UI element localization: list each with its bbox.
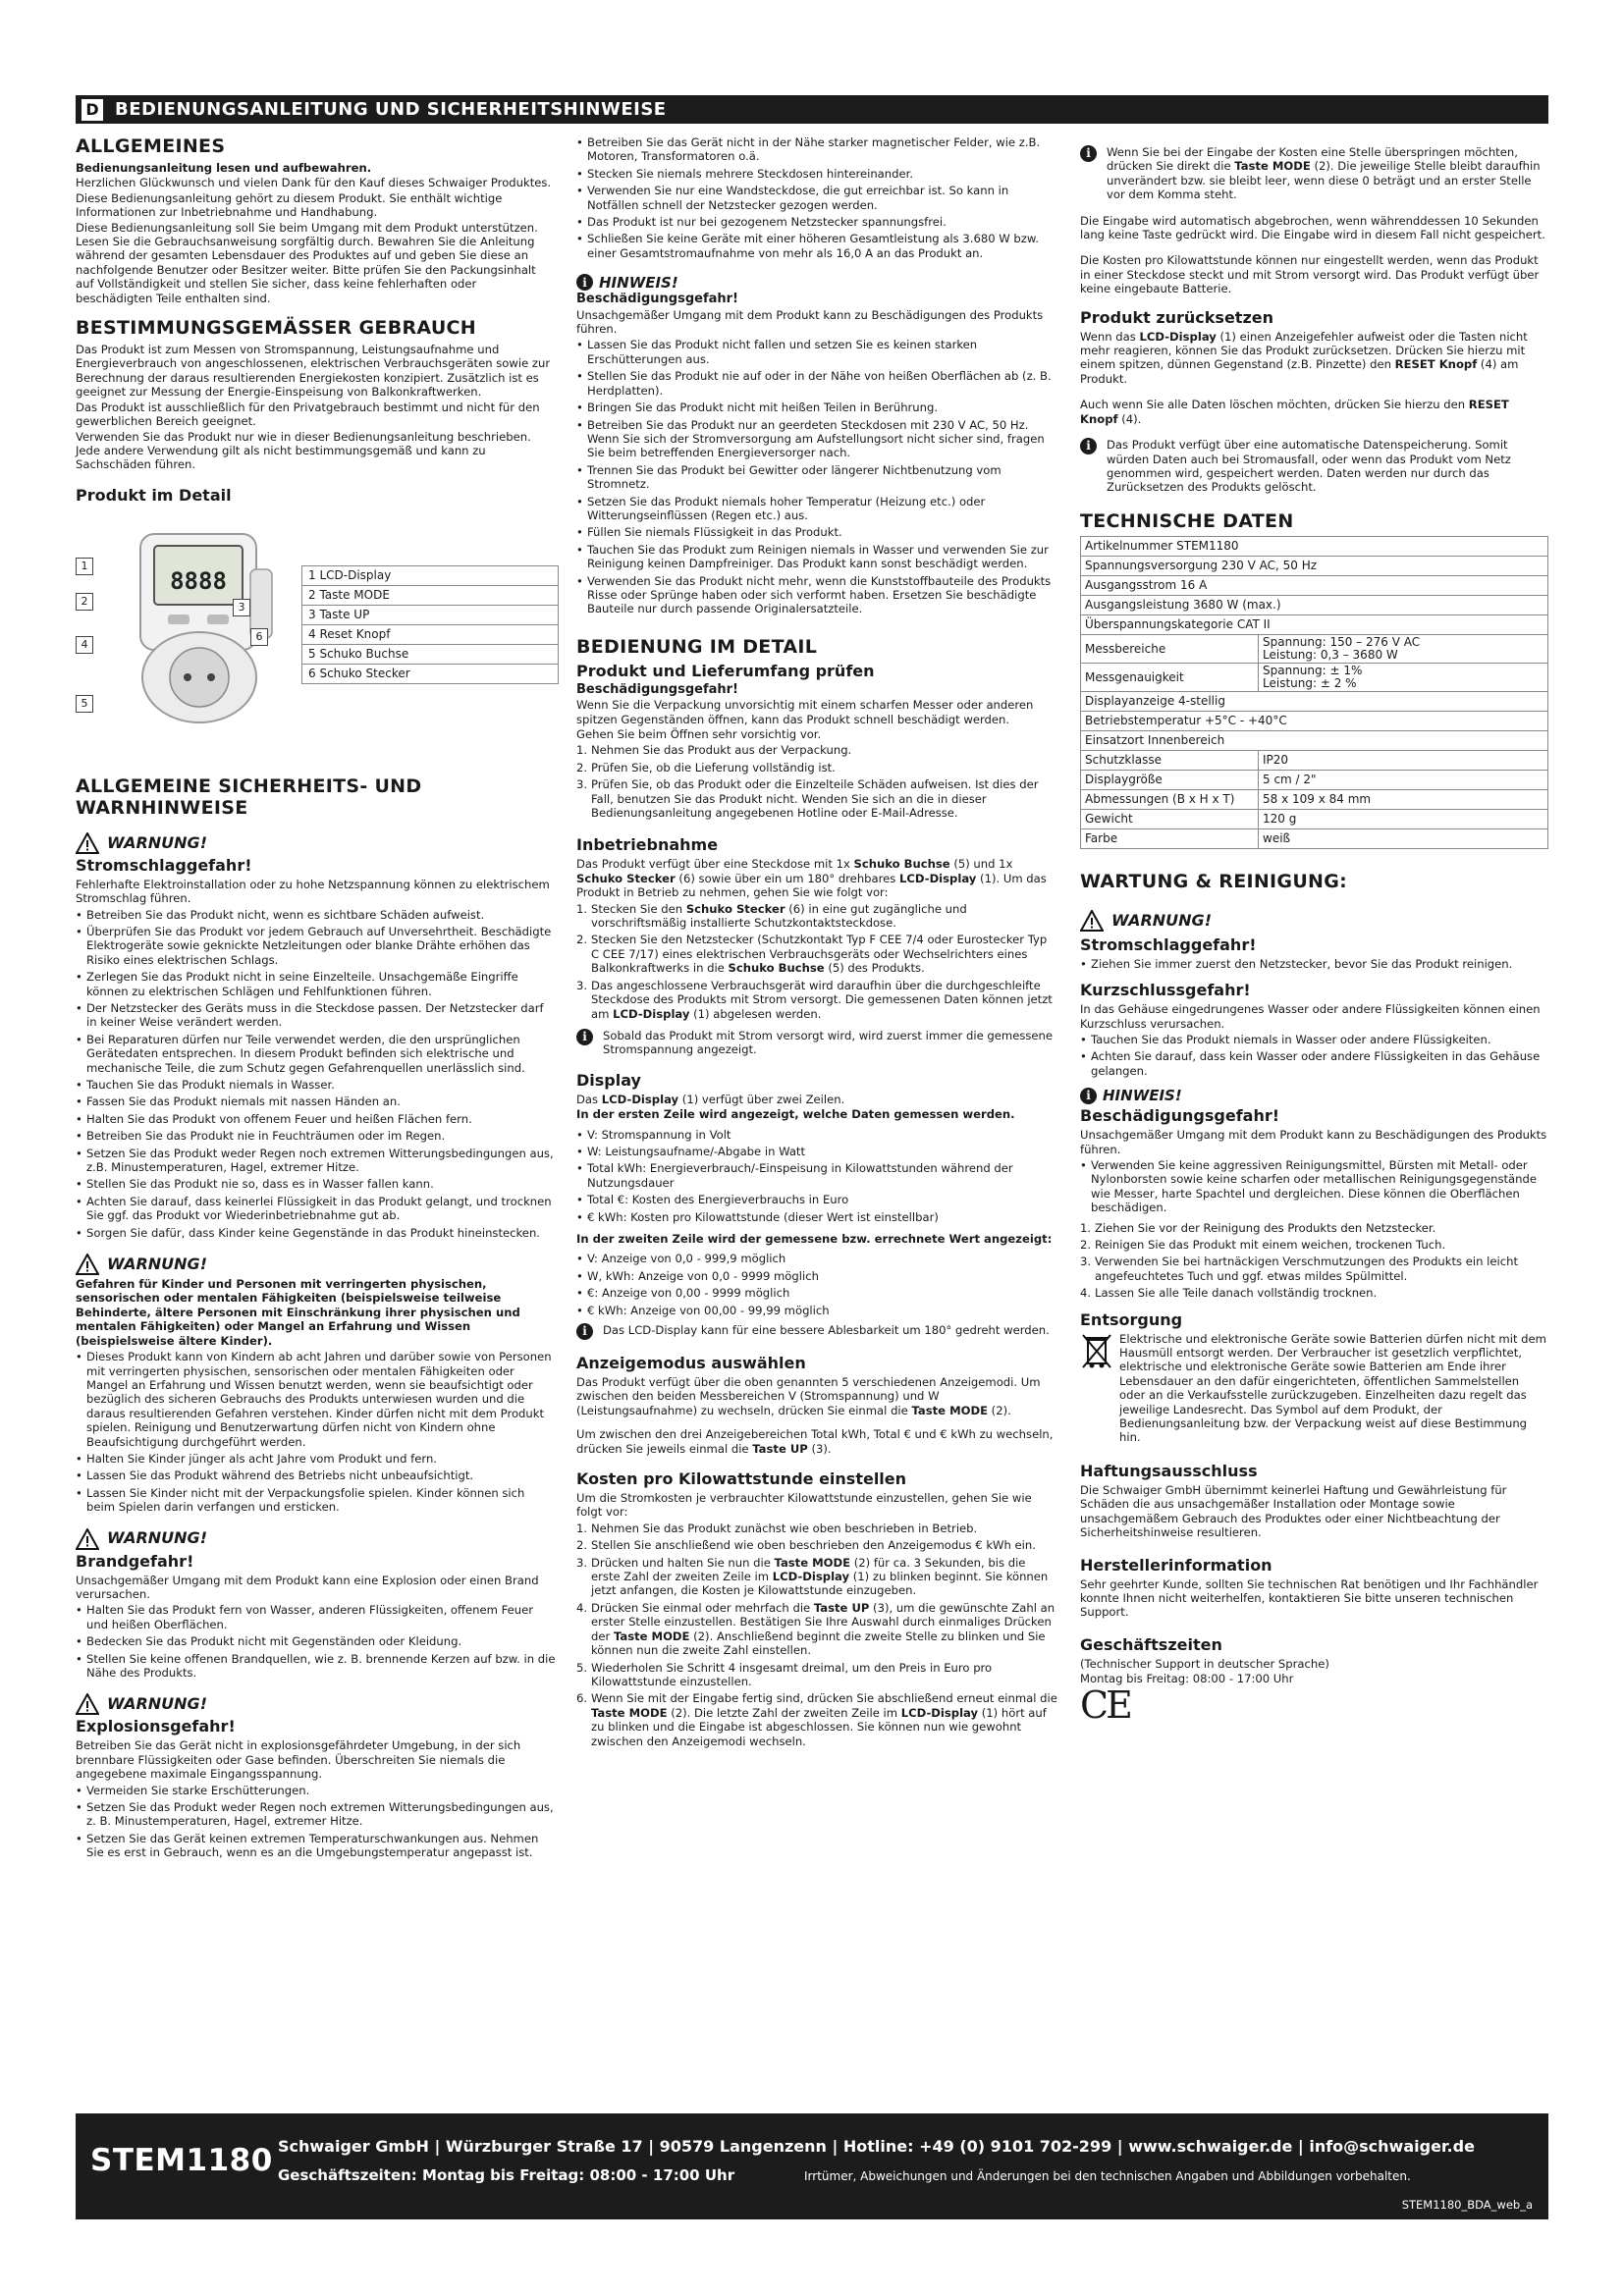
- tech-cell: Ausgangsstrom 16 A: [1081, 575, 1548, 595]
- list-item: • Verwenden Sie nur eine Wandsteckdose, die gut erreichbar ist. So kann in Notfällen schnell der Netzstecker gezogen werden.: [576, 184, 1057, 212]
- tech-row: [1081, 711, 1548, 730]
- geschaeftszeiten-text-2: Montag bis Freitag: 08:00 - 17:00 Uhr: [1080, 1672, 1294, 1686]
- list-item: 6. Wenn Sie mit der Eingabe fertig sind, drücken Sie abschließend erneut einmal die Taste MODE (2). Die letzte Zahl der zweiten Zeile im LCD-Display (1) hört auf zu blinken und die Eingabe ist abgeschlossen. Sie können nun wie gewohnt zwischen den Anzeigemodi wechseln.: [576, 1691, 1057, 1748]
- info-icon: i: [576, 1029, 593, 1045]
- wartung-stromschlag-title: Stromschlaggefahr!: [1080, 934, 1257, 954]
- warning-icon: [1080, 910, 1104, 932]
- entsorgung-title: Entsorgung: [1080, 1309, 1183, 1329]
- list-item: • Halten Sie das Produkt von offenem Feuer und heißen Flächen fern.: [76, 1112, 557, 1126]
- list-item: • Überprüfen Sie das Produkt vor jedem Gebrauch auf Unversehrtheit. Beschädigte Elektrogeräte sowie geknickte Netzleitungen oder blanke Drähte erhöhen das Risiko eines elektrischen Schlags.: [76, 925, 557, 967]
- list-item: • Lassen Sie das Produkt während des Betriebs nicht unbeaufsichtigt.: [76, 1468, 557, 1482]
- list-item: • Verwenden Sie keine aggressiven Reinigungsmittel, Bürsten mit Metall- oder Nylonborsten sowie keine scharfen oder metallischen Reinigungsgegenstände wie Messer, harte Spachtel und dergleichen. Diese können die Oberflächen beschädigen.: [1080, 1158, 1548, 1215]
- tech-label: Messbereiche: [1081, 634, 1259, 663]
- display-title: Display: [576, 1070, 641, 1090]
- column-2: [576, 135, 1057, 1754]
- list-item: • Stellen Sie das Produkt nie auf oder in der Nähe von heißen Oberflächen ab (z. B. Herdplatten).: [576, 369, 1057, 398]
- list-item: • Fassen Sie das Produkt niemals mit nassen Händen an.: [76, 1095, 557, 1108]
- list-item: • Setzen Sie das Produkt weder Regen noch extremen Witterungsbedingungen aus, z.B. Minustemperaturen, Hagel, extremer Hitze.: [76, 1147, 557, 1175]
- list-item: • Total €: Kosten des Energieverbrauchs in Euro: [576, 1193, 1057, 1206]
- inbetriebnahme-note: i Sobald das Produkt mit Strom versorgt wird, wird zuerst immer die gemessene Stromspannung angezeigt.: [576, 1029, 1057, 1057]
- kosten-skip-note: i Wenn Sie bei der Eingabe der Kosten eine Stelle überspringen möchten, drücken Sie direkt die Taste MODE (2). Die jeweilige Stelle bleibt daraufhin unverändert bzw. sie bleibt leer, wenn diese 0 beträgt und an erster Stelle vor dem Komma steht.: [1080, 145, 1548, 202]
- list-item: • Verwenden Sie das Produkt nicht mehr, wenn die Kunststoffbauteile des Produkts Risse oder Sprünge haben oder sich verformt haben. Ersetzen Sie beschädigte Bauteile nur durch passende Originalersatzteile.: [576, 574, 1057, 616]
- warning-heading: WARNUNG!: [76, 1693, 557, 1715]
- list-item: • Setzen Sie das Gerät keinen extremen Temperaturschwankungen aus. Nehmen Sie es erst in Gebrauch, wenn es an die Umgebungstemperatur angepasst ist.: [76, 1832, 557, 1860]
- tech-row: [1081, 828, 1548, 848]
- list-item: • W, kWh: Anzeige von 0,0 - 9999 möglich: [576, 1269, 1057, 1283]
- tech-label: Schutzklasse: [1081, 750, 1259, 770]
- list-item: 2. Reinigen Sie das Produkt mit einem weichen, trockenen Tuch.: [1080, 1238, 1446, 1252]
- bestimmung-text-1: Das Produkt ist zum Messen von Stromspannung, Leistungsaufnahme und Energieverbrauch von angeschlossenen, elektrischen Verbrauchsgeräten sowie zur Berechnung der daraus resultierenden Energiekosten konzipiert. Zusätzlich ist es geeignet zur Messung der Energie-Einspeisung von Balkonkraftwerken.: [76, 343, 551, 400]
- brand-title: Brandgefahr!: [76, 1551, 194, 1571]
- lieferumfang-text: Wenn Sie die Verpackung unvorsichtig mit einem scharfen Messer oder anderen spitzen Gegenständen öffnen, kann das Produkt schnell beschädigt werden.: [576, 698, 1034, 726]
- inbetriebnahme-steps: [576, 902, 1057, 1021]
- explosion-list: [76, 1784, 557, 1860]
- column-3: [1080, 135, 1548, 1727]
- list-item: • Setzen Sie das Produkt weder Regen noch extremen Witterungsbedingungen aus, z. B. Minustemperaturen, Hagel, extremer Hitze.: [76, 1800, 557, 1829]
- list-item: • Ziehen Sie immer zuerst den Netzstecker, bevor Sie das Produkt reinigen.: [1080, 957, 1548, 971]
- tech-label: Displaygröße: [1081, 770, 1259, 789]
- reset-text: Wenn das LCD-Display (1) einen Anzeigefehler aufweist oder die Tasten nicht mehr reagieren, können Sie das Produkt zurücksetzen. Drücken Sie hierzu mit einem spitzen, dünnen Gegenstand (z.B. Pinzette) den RESET Knopf (4) am Produkt.: [1080, 329, 1528, 386]
- lieferumfang-text-2: Gehen Sie beim Öffnen sehr vorsichtig vor.: [576, 727, 822, 741]
- tech-row: [1081, 575, 1548, 595]
- anzeigemodus-title: Anzeigemodus auswählen: [576, 1354, 806, 1372]
- reinigung-steps: [1080, 1221, 1548, 1301]
- list-item: • Sorgen Sie dafür, dass Kinder keine Gegenstände in das Produkt hineinstecken.: [76, 1226, 557, 1240]
- allgemeines-text-1: Herzlichen Glückwunsch und vielen Dank für den Kauf dieses Schwaiger Produktes.: [76, 176, 552, 190]
- list-item: 2. Stecken Sie den Netzstecker (Schutzkontakt Typ F CEE 7/4 oder Eurostecker Typ C CEE 7/17) eines elektrischen Verbrauchsgeräts oder Wechselrichters eines Balkonkraftwerks in die Schuko Buchse (5) des Produkts.: [576, 933, 1048, 976]
- info-icon: i: [1080, 145, 1097, 162]
- list-item: 1. Nehmen Sie das Produkt aus der Verpackung.: [576, 743, 852, 758]
- footer-doc-code: STEM1180_BDA_web_a: [1401, 2198, 1533, 2212]
- lcd-digits: 8888: [170, 566, 227, 595]
- allgemeines-text-3: Diese Bedienungsanleitung soll Sie beim Umgang mit dem Produkt unterstützen. Lesen Sie die Gebrauchsanweisung sorgfältig durch. Bewahren Sie die Anleitung während der gesamten Lebensdauer des Produktes auf und geben Sie diese an nachfolgende Benutzer oder Besitzer weiter. Bitte prüfen Sie den Packungsinhalt auf Vollständigkeit und stellen Sie sicher, dass keine fehlerhaften oder beschädigten Teile enthalten sind.: [76, 220, 538, 305]
- tech-row: [1081, 789, 1548, 809]
- footer-bar: [76, 2113, 1548, 2219]
- kurzschluss-title: Kurzschlussgefahr!: [1080, 981, 1251, 1000]
- tech-row: [1081, 595, 1548, 614]
- part-5: 5 Schuko Buchse: [302, 644, 559, 664]
- list-item: • Betreiben Sie das Produkt nicht, wenn es sichtbare Schäden aufweist.: [76, 908, 557, 922]
- bestimmung-text-2: Das Produkt ist ausschließlich für den Privatgebrauch bestimmt und nicht für den gewerblichen Bereich geeignet.: [76, 400, 540, 429]
- product-figure: [76, 510, 557, 746]
- tech-label: Gewicht: [1081, 809, 1259, 828]
- lieferumfang-steps: [576, 743, 1057, 820]
- list-item: • €: Anzeige von 0,00 - 9999 möglich: [576, 1286, 1057, 1300]
- wartung-beschaedigung-intro: Unsachgemäßer Umgang mit dem Produkt kann zu Beschädigungen des Produkts führen.: [1080, 1128, 1547, 1156]
- tech-value: 5 cm / 2": [1259, 770, 1548, 789]
- tech-row: [1081, 536, 1548, 556]
- list-item: 5. Wiederholen Sie Schritt 4 insgesamt dreimal, um den Preis in Euro pro Kilowattstunde einzustellen.: [576, 1660, 993, 1688]
- produkt-detail-title: Produkt im Detail: [76, 485, 232, 505]
- warning-icon: [76, 1528, 99, 1550]
- kosten-steps: [576, 1522, 1057, 1748]
- list-item: 2. Prüfen Sie, ob die Lieferung vollständig ist.: [576, 760, 836, 774]
- hersteller-title: Herstellerinformation: [1080, 1555, 1272, 1575]
- tech-row: [1081, 809, 1548, 828]
- tech-cell: Displayanzeige 4-stellig: [1081, 691, 1548, 711]
- document-title: BEDIENUNGSANLEITUNG UND SICHERHEITSHINWEISE: [115, 99, 667, 120]
- callout-6: 6: [250, 628, 268, 646]
- list-item: • Bedecken Sie das Produkt nicht mit Gegenständen oder Kleidung.: [76, 1634, 557, 1648]
- list-item: • W: Leistungsaufname/-Abgabe in Watt: [576, 1145, 1057, 1158]
- list-item: 2. Stellen Sie anschließend wie oben beschrieben den Anzeigemodus € kWh ein.: [576, 1538, 1036, 1553]
- kurzschluss-list: [1080, 1033, 1548, 1078]
- geschaeftszeiten-title: Geschäftszeiten: [1080, 1634, 1222, 1654]
- lieferumfang-warning: Beschädigungsgefahr!: [576, 681, 738, 697]
- info-icon: i: [576, 1323, 593, 1340]
- list-item: • Trennen Sie das Produkt bei Gewitter oder längerer Nichtbenutzung vom Stromnetz.: [576, 463, 1057, 492]
- tech-data-body: [1081, 536, 1548, 848]
- explosion-title: Explosionsgefahr!: [76, 1717, 236, 1736]
- list-item: • Setzen Sie das Produkt niemals hoher Temperatur (Heizung etc.) oder Witterungseinflüssen (Regen etc.) aus.: [576, 495, 1057, 523]
- ce-mark-icon: CE: [1080, 1682, 1130, 1727]
- part-1: 1 LCD-Display: [302, 565, 559, 585]
- bestimmung-text-3: Verwenden Sie das Produkt nur wie in dieser Bedienungsanleitung beschrieben. Jede andere Verwendung gilt als nicht bestimmungsgemäß und kann zu Sachschäden führen.: [76, 429, 531, 472]
- display-first-line-list: [576, 1128, 1057, 1224]
- general-list-continued: [576, 135, 1057, 260]
- tech-label: Farbe: [1081, 828, 1259, 848]
- list-item: • Betreiben Sie das Produkt nur an geerdeten Steckdosen mit 230 V AC, 50 Hz. Wenn Sie sich der Stromversorgung am Aufstellungsort nicht sicher sind, fragen Sie beim betreffenden Energieversorger nach.: [576, 418, 1057, 460]
- footer-contact: Schwaiger GmbH | Würzburger Straße 17 | 90579 Langenzenn | Hotline: +49 (0) 9101 702-299 | www.schwaiger.de | info@schwaiger.de: [278, 2137, 1475, 2156]
- section-sicherheit-title: ALLGEMEINE SICHERHEITS- UND WARNHINWEISE: [76, 774, 422, 819]
- tech-cell: Artikelnummer STEM1180: [1081, 536, 1548, 556]
- warning-icon: [76, 1693, 99, 1715]
- title-bar: [76, 95, 1548, 124]
- list-item: • Halten Sie Kinder jünger als acht Jahre vom Produkt und fern.: [76, 1452, 557, 1466]
- warning-heading: WARNUNG!: [76, 1254, 557, 1275]
- list-item: • Tauchen Sie das Produkt niemals in Wasser oder andere Flüssigkeiten.: [1080, 1033, 1548, 1046]
- info-icon: i: [1080, 1088, 1097, 1104]
- tech-cell: Ausgangsleistung 3680 W (max.): [1081, 595, 1548, 614]
- inbetriebnahme-title: Inbetriebnahme: [576, 835, 719, 855]
- tech-row: [1081, 730, 1548, 750]
- tech-row: [1081, 691, 1548, 711]
- tech-value: 120 g: [1259, 809, 1548, 828]
- section-technische-daten-title: TECHNISCHE DATEN: [1080, 509, 1294, 532]
- list-item: 3. Das angeschlossene Verbrauchsgerät wird daraufhin über die durchgeschleifte Steckdose des Produkts mit Strom versorgt. Die gemessenen Daten können jetzt am LCD-Display (1) abgelesen werden.: [576, 978, 1053, 1021]
- list-item: • Das Produkt ist nur bei gezogenem Netzstecker spannungsfrei.: [576, 215, 1057, 229]
- part-6: 6 Schuko Stecker: [302, 664, 559, 683]
- footer-disclaimer: Irrtümer, Abweichungen und Änderungen bei den technischen Angaben und Abbildungen vorbehalten.: [804, 2169, 1411, 2183]
- list-item: 4. Drücken Sie einmal oder mehrfach die Taste UP (3), um die gewünschte Zahl an erster Stelle einzustellen. Bestätigen Sie Ihre Auswahl durch einmaliges Drücken der Taste MODE (2). Anschließend beginnt die zweite Stelle zu blinken und Sie können nun die zweite Zahl einstellen.: [576, 1600, 1056, 1658]
- tech-value: Spannung: 150 – 276 V AC Leistung: 0,3 – 3680 W: [1259, 634, 1548, 663]
- entsorgung-text: Elektrische und elektronische Geräte sowie Batterien dürfen nicht mit dem Hausmüll entsorgt werden. Der Verbraucher ist gesetzlich verpflichtet, elektrische und elektronische Geräte sowie Batterien am Ende ihrer Lebensdauer an den dafür eingerichteten, öffentlichen Sammelstellen oder an die Verkaufsstelle zurückzugeben. Einzelheiten dazu regelt das jeweilige Landesrecht. Das Symbol auf dem Produkt, der Bedienungsanleitung bzw. der Verpackung weist auf diese Bestimmung hin.: [1119, 1331, 1546, 1445]
- language-badge: D: [81, 99, 103, 121]
- tech-value: Spannung: ± 1% Leistung: ± 2 %: [1259, 663, 1548, 691]
- list-item: • Betreiben Sie das Produkt nie in Feuchträumen oder im Regen.: [76, 1129, 557, 1143]
- tech-cell: Einsatzort Innenbereich: [1081, 730, 1548, 750]
- warning-icon: [76, 832, 99, 854]
- anzeigemodus-text-2: Um zwischen den drei Anzeigebereichen Total kWh, Total € und € kWh zu wechseln, drücken Sie jeweils einmal die Taste UP (3).: [576, 1427, 1054, 1456]
- list-item: • Bringen Sie das Produkt nicht mit heißen Teilen in Berührung.: [576, 400, 1057, 414]
- tech-row: [1081, 750, 1548, 770]
- lieferumfang-title: Produkt und Lieferumfang prüfen: [576, 661, 875, 680]
- list-item: • Stecken Sie niemals mehrere Steckdosen hintereinander.: [576, 167, 1057, 181]
- info-icon: i: [576, 274, 593, 291]
- hinweis-heading: i HINWEIS!: [576, 274, 1057, 291]
- abbruch-text: Die Eingabe wird automatisch abgebrochen, wenn währenddessen 10 Sekunden lang keine Taste gedrückt wird. Die Eingabe wird in diesem Fall nicht gespeichert.: [1080, 213, 1545, 242]
- list-item: • Füllen Sie niemals Flüssigkeit in das Produkt.: [576, 525, 1057, 539]
- part-3: 3 Taste UP: [302, 605, 559, 624]
- tech-row: [1081, 556, 1548, 575]
- display-second-line-list: [576, 1252, 1057, 1317]
- wartung-beschaedigung-list: [1080, 1158, 1548, 1215]
- tech-value: 58 x 109 x 84 mm: [1259, 789, 1548, 809]
- hinweis-heading: i HINWEIS!: [1080, 1088, 1548, 1104]
- brand-list: [76, 1603, 557, 1680]
- kinder-list: [76, 1350, 557, 1514]
- part-2: 2 Taste MODE: [302, 585, 559, 605]
- list-item: • V: Anzeige von 0,0 - 999,9 möglich: [576, 1252, 1057, 1265]
- reset-note: i Das Produkt verfügt über eine automatische Datenspeicherung. Somit würden Daten auch bei Stromausfall, oder wenn das Produkt vom Netz genommen wird, gespeichert werden. Daten werden nur durch das Zurücksetzen des Produkts gelöscht.: [1080, 438, 1548, 495]
- display-text: Das LCD-Display (1) verfügt über zwei Zeilen.: [576, 1092, 845, 1106]
- callout-4: 4: [76, 636, 93, 654]
- wartung-beschaedigung-title: Beschädigungsgefahr!: [1080, 1106, 1280, 1126]
- tech-data-table: [1080, 536, 1548, 849]
- warning-heading: WARNUNG!: [76, 1528, 557, 1550]
- allgemeines-subtitle: Bedienungsanleitung lesen und aufbewahren.: [76, 161, 372, 175]
- list-item: • Stellen Sie keine offenen Brandquellen, wie z. B. brennende Kerzen auf bzw. in die Nähe des Produkts.: [76, 1652, 557, 1681]
- list-item: • Lassen Sie Kinder nicht mit der Verpackungsfolie spielen. Kinder können sich beim Spielen darin verfangen und ersticken.: [76, 1486, 557, 1515]
- list-item: • Stellen Sie das Produkt nie so, dass es in Wasser fallen kann.: [76, 1177, 557, 1191]
- list-item: 1. Nehmen Sie das Produkt zunächst wie oben beschrieben in Betrieb.: [576, 1521, 978, 1535]
- stromschlag-list: [76, 908, 557, 1241]
- beschaedigung-list: [576, 338, 1057, 615]
- callout-1: 1: [76, 558, 93, 575]
- stromschlag-intro: Fehlerhafte Elektroinstallation oder zu hohe Netzspannung können zu elektrischem Stromschlag führen.: [76, 877, 550, 906]
- explosion-intro: Betreiben Sie das Gerät nicht in explosionsgefährdeter Umgebung, in der sich brennbare Flüssigkeiten oder Gase befinden. Überschreiten Sie niemals die angegebene maximale Eingangsspannung.: [76, 1738, 521, 1782]
- list-item: • Bei Reparaturen dürfen nur Teile verwendet werden, die den ursprünglichen Gerätedaten entsprechen. In diesem Produkt befinden sich elektrische und mechanische Teile, die zum Schutz gegen Gefahrenquellen unerlässlich sind.: [76, 1033, 557, 1075]
- section-bestimmung-title: BESTIMMUNGSGEMÄSSER GEBRAUCH: [76, 317, 477, 340]
- display-note: i Das LCD-Display kann für eine bessere Ablesbarkeit um 180° gedreht werden.: [576, 1323, 1057, 1340]
- list-item: 1. Ziehen Sie vor der Reinigung des Produkts den Netzstecker.: [1080, 1220, 1436, 1235]
- wartung-stromschlag-list: [1080, 957, 1548, 971]
- warning-heading: WARNUNG!: [1080, 910, 1548, 932]
- inbetriebnahme-text: Das Produkt verfügt über eine Steckdose mit 1x Schuko Buchse (5) und 1x Schuko Stecker (6) sowie über ein um 180° drehbares LCD-Display (1). Um das Produkt in Betrieb zu nehmen, gehen Sie wie folgt vor:: [576, 857, 1047, 900]
- display-second-line-heading: In der zweiten Zeile wird der gemessene bzw. errechnete Wert angezeigt:: [576, 1231, 1053, 1246]
- list-item: • € kWh: Kosten pro Kilowattstunde (dieser Wert ist einstellbar): [576, 1210, 1057, 1224]
- hersteller-text: Sehr geehrter Kunde, sollten Sie technischen Rat benötigen und Ihr Fachhändler konnte Ihnen nicht weiterhelfen, kontaktieren Sie bitte unseren technischen Support.: [1080, 1576, 1539, 1620]
- list-item: • Halten Sie das Produkt fern von Wasser, anderen Flüssigkeiten, offenem Feuer und heißen Oberflächen.: [76, 1603, 557, 1631]
- display-first-line-heading: In der ersten Zeile wird angezeigt, welche Daten gemessen werden.: [576, 1107, 1015, 1122]
- tech-cell: Betriebstemperatur +5°C - +40°C: [1081, 711, 1548, 730]
- list-item: 3. Verwenden Sie bei hartnäckigen Verschmutzungen des Produkts ein leicht angefeuchtetes Tuch und ggf. etwas mildes Spülmittel.: [1080, 1255, 1518, 1283]
- geschaeftszeiten-text-1: (Technischer Support in deutscher Sprache): [1080, 1656, 1329, 1671]
- tech-cell: Überspannungskategorie CAT II: [1081, 614, 1548, 634]
- list-item: • Der Netzstecker des Geräts muss in die Steckdose passen. Der Netzstecker darf in keiner Weise verändert werden.: [76, 1001, 557, 1030]
- list-item: 3. Prüfen Sie, ob das Produkt oder die Einzelteile Schäden aufweisen. Ist dies der Fall, benutzen Sie das Produkt nicht. Wenden Sie sich an die in dieser Bedienungsanleitung angegebenen Hotline oder E-Mail-Adresse.: [576, 777, 1039, 821]
- footer-hours: Geschäftszeiten: Montag bis Freitag: 08:00 - 17:00 Uhr: [278, 2166, 735, 2184]
- part-4: 4 Reset Knopf: [302, 624, 559, 644]
- list-item: • € kWh: Anzeige von 00,00 - 99,99 möglich: [576, 1304, 1057, 1317]
- warning-icon: [76, 1254, 99, 1275]
- list-item: • Schließen Sie keine Geräte mit einer höheren Gesamtleistung als 3.680 W bzw. einer Gesamtstromaufnahme von mehr als 16,0 A an das Produkt an.: [576, 232, 1057, 260]
- tech-row: [1081, 614, 1548, 634]
- tech-label: Messgenauigkeit: [1081, 663, 1259, 691]
- haftung-text: Die Schwaiger GmbH übernimmt keinerlei Haftung und Gewährleistung für Schäden die aus unsachgemäßer Installation oder Montage sowie unsachgemäßem Gebrauch des Produktes oder einer Nichtbeachtung der Sicherheitshinweise resultieren.: [1080, 1482, 1507, 1540]
- tech-row: [1081, 770, 1548, 789]
- kosten-title: Kosten pro Kilowattstunde einstellen: [576, 1469, 907, 1489]
- anzeigemodus-text: Das Produkt verfügt über die oben genannten 5 verschiedenen Anzeigemodi. Um zwischen den beiden Messbereichen V (Stromspannung) und W (Leistungsaufnahme) zu wechseln, drücken Sie einmal die Taste MODE (2).: [576, 1375, 1041, 1417]
- kurzschluss-intro: In das Gehäuse eingedrungenes Wasser oder andere Flüssigkeiten können einen Kurzschluss verursachen.: [1080, 1002, 1541, 1031]
- haftung-title: Haftungsausschluss: [1080, 1461, 1258, 1480]
- kosten-intro: Um die Stromkosten je verbrauchter Kilowattstunde einzustellen, gehen Sie wie folgt vor:: [576, 1491, 1032, 1520]
- parts-legend: [301, 565, 559, 684]
- list-item: • Total kWh: Energieverbrauch/-Einspeisung in Kilowattstunden während der Nutzungsdauer: [576, 1161, 1057, 1190]
- list-item: • Tauchen Sie das Produkt niemals in Wasser.: [76, 1078, 557, 1092]
- kosten-info-text: Die Kosten pro Kilowattstunde können nur eingestellt werden, wenn das Produkt in einer Steckdose steckt und mit Strom versorgt wird. Das Produkt verfügt über keine eingebaute Batterie.: [1080, 253, 1540, 296]
- list-item: • Betreiben Sie das Gerät nicht in der Nähe starker magnetischer Felder, wie z.B. Motoren, Transformatoren o.ä.: [576, 135, 1057, 164]
- list-item: 3. Drücken und halten Sie nun die Taste MODE (2) für ca. 3 Sekunden, bis die erste Zahl der zweiten Zeile im LCD-Display (1) zu blinken beginnt. Sie können jetzt anfangen, die Kosten je Kilowattstunde einzugeben.: [576, 1555, 1049, 1598]
- callout-2: 2: [76, 593, 93, 611]
- tech-value: weiß: [1259, 828, 1548, 848]
- list-item: • Lassen Sie das Produkt nicht fallen und setzen Sie es keinen starken Erschütterungen aus.: [576, 338, 1057, 366]
- section-bedienung-title: BEDIENUNG IM DETAIL: [576, 635, 818, 658]
- tech-label: Abmessungen (B x H x T): [1081, 789, 1259, 809]
- tech-value: IP20: [1259, 750, 1548, 770]
- beschaedigung-title: Beschädigungsgefahr!: [576, 292, 738, 307]
- section-wartung-title: WARTUNG & REINIGUNG:: [1080, 870, 1348, 892]
- reset-title: Produkt zurücksetzen: [1080, 307, 1273, 327]
- list-item: 4. Lassen Sie alle Teile danach vollständig trocknen.: [1080, 1286, 1378, 1301]
- list-item: • Tauchen Sie das Produkt zum Reinigen niemals in Wasser und verwenden Sie zur Reinigung keinen Dampfreiniger. Das Produkt kann sonst beschädigt werden.: [576, 543, 1057, 571]
- list-item: • V: Stromspannung in Volt: [576, 1128, 1057, 1142]
- allgemeines-text-2: Diese Bedienungsanleitung gehört zu diesem Produkt. Sie enthält wichtige Informationen zur Inbetriebnahme und Handhabung.: [76, 190, 503, 220]
- tech-cell: Spannungsversorgung 230 V AC, 50 Hz: [1081, 556, 1548, 575]
- kinder-warning-bold: Gefahren für Kinder und Personen mit verringerten physischen, sensorischen oder mentalen Fähigkeiten (beispielsweise teilweise Behinderte, ältere Personen mit Einschränkung ihrer physischen und mentalen Fähigkeiten) oder Mangel an Erfahrung und Wissen (beispielsweise ältere Kinder).: [76, 1277, 520, 1348]
- list-item: • Vermeiden Sie starke Erschütterungen.: [76, 1784, 557, 1797]
- tech-row: [1081, 634, 1548, 663]
- list-item: 1. Stecken Sie den Schuko Stecker (6) in eine gut zugängliche und vorschriftsmäßig installierte Schutzkontaktsteckdose.: [576, 901, 967, 931]
- beschaedigung-intro: Unsachgemäßer Umgang mit dem Produkt kann zu Beschädigungen des Produkts führen.: [576, 307, 1044, 337]
- list-item: • Dieses Produkt kann von Kindern ab acht Jahren und darüber sowie von Personen mit verringerten physischen, sensorischen oder mentalen Fähigkeiten oder Mangel an Erfahrung und Wissen benutzt werden, wenn sie beaufsichtigt oder bezüglich des sicheren Gebrauchs des Produkts unterwiesen wurden und die daraus resultierenden Gefahren verstehen. Kinder dürfen nicht mit dem Produkt spielen. Reinigung und Benutzerwartung dürfen nicht von Kindern ohne Beaufsichtigung durchgeführt werden.: [76, 1350, 557, 1449]
- list-item: • Achten Sie darauf, dass kein Wasser oder andere Flüssigkeiten in das Gehäuse gelangen.: [1080, 1049, 1548, 1078]
- info-icon: i: [1080, 438, 1097, 454]
- stromschlag-title: Stromschlaggefahr!: [76, 855, 252, 875]
- tech-row: [1081, 663, 1548, 691]
- list-item: • Zerlegen Sie das Produkt nicht in seine Einzelteile. Unsachgemäße Eingriffe können zu elektrischen Schlägen und Fehlfunktionen führen.: [76, 970, 557, 998]
- callout-5: 5: [76, 695, 93, 713]
- list-item: • Achten Sie darauf, dass keinerlei Flüssigkeit in das Produkt gelangt, und trocknen Sie ggf. das Produkt vor Wiederinbetriebnahme gut ab.: [76, 1195, 557, 1223]
- footer-model: STEM1180: [90, 2143, 273, 2178]
- brand-intro: Unsachgemäßer Umgang mit dem Produkt kann eine Explosion oder einen Brand verursachen.: [76, 1573, 539, 1601]
- entsorgung-block: [1080, 1332, 1548, 1446]
- column-1: [76, 135, 557, 1866]
- crossed-bin-icon: [1080, 1332, 1113, 1369]
- section-allgemeines-title: ALLGEMEINES: [76, 135, 226, 157]
- reset-text-2: Auch wenn Sie alle Daten löschen möchten, drücken Sie hierzu den RESET Knopf (4).: [1080, 398, 1509, 426]
- warning-heading: WARNUNG!: [76, 832, 557, 854]
- callout-3: 3: [233, 599, 250, 616]
